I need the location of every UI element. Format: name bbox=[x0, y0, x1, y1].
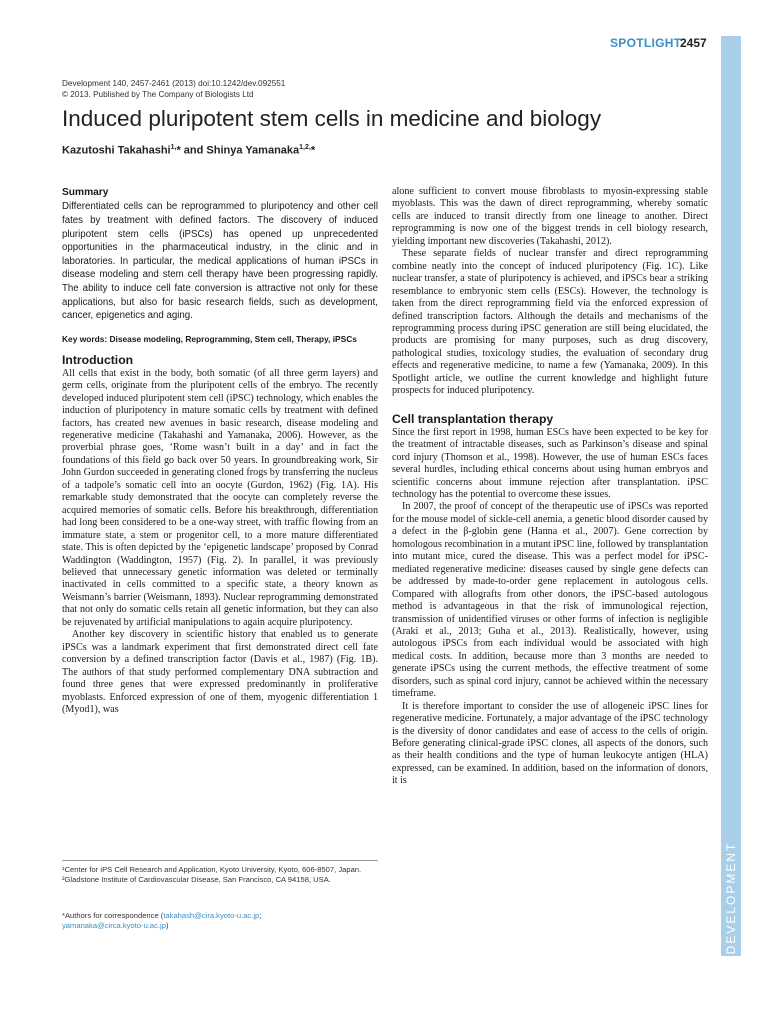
author-1-affiliation: 1, bbox=[170, 144, 177, 151]
page-number: 2457 bbox=[680, 36, 707, 50]
affiliation-footnote: ¹Center for iPS Cell Research and Application, Kyoto University, Kyoto, 606-8507, Japan. ²Gladstone Institute of Cardiovascular Disease, San Francisco, CA 94158, USA. bbox=[62, 865, 362, 885]
introduction-paragraph-4: These separate fields of nuclear transfer and direct reprogramming combine neatly into the concept of induced pluripotency (Fig. 1C). Like nuclear transfer, a state of pluripotency is achieved, and iPSCs bear a striking resemblance to embryonic stem cells (ESCs). However, the technology is taken from the direct reprogramming field via the enforced expression of defined transcription factors. Although the details and mechanisms of the reprogramming process during iPSC generation are still being elucidated, the products are promising for many purposes, such as drug discovery, pathological studies, toxicology studies, the evaluation of secondary drug effects and regenerative medicine, to name a few (Yamanaka, 2009). In this Spotlight article, we outline the current knowledge and highlight future prospects for induced pluripotency. bbox=[392, 248, 708, 397]
citation-block bbox=[62, 79, 422, 100]
cell-therapy-paragraph-2: In 2007, the proof of concept of the therapeutic use of iPSCs was reported for the mouse model of sickle-cell anemia, a genetic blood disorder caused by a defect in the β-globin gene (Hanna et al., 2007). Gene correction by homologous recombination in a mutant iPSC line, followed by transplantation into mutant mice, cured the disease. This was a perfect model for iPSC-mediated regenerative medicine: diseases caused by single gene defects can be addressed by made-to-order gene replacement in autologous cells. Compared with allografts from other donors, the iPSC-based autologous method is advantageous in that the risk of immunological rejection, transmission of unidentified viruses or other forms of infection is negligible (Araki et al., 2013; Guha et al., 2013). Realistically, however, using autologous iPSCs from each individual would be associated with high medical costs. In addition, because more than 3 months are needed to generate iPSCs using the current methods, the effective treatment of some disorders, such as spinal cord injury, cannot be achieved within the necessary timeframe. bbox=[392, 501, 708, 700]
email-link-takahashi[interactable]: takahash@cira.kyoto-u.ac.jp bbox=[163, 911, 260, 920]
correspondence-prefix: *Authors for correspondence ( bbox=[62, 911, 164, 920]
cell-therapy-paragraph-3: It is therefore important to consider the use of allogeneic iPSC lines for regenerative medicine. Fortunately, a major advantage of the iPSC technology is the diversity of donor candidates and ease of access to the cells of origin. Before generating clinical-grade iPSC clones, all aspects of the donors, such as their health conditions and the type of human leukocyte antigen (HLA) expressed, can be examined. In addition, based on the information of donors, it is bbox=[392, 700, 708, 787]
summary-heading: Summary bbox=[62, 187, 109, 198]
left-column bbox=[62, 186, 378, 716]
citation-copyright: © 2013. Published by The Company of Biologists Ltd bbox=[62, 89, 254, 99]
introduction-heading: Introduction bbox=[62, 352, 134, 367]
author-2: Shinya Yamanaka bbox=[206, 144, 300, 157]
cell-therapy-heading: Cell transplantation therapy bbox=[392, 411, 554, 426]
journal-side-band bbox=[721, 36, 741, 956]
author-1-mark: * bbox=[176, 144, 181, 157]
journal-side-label-text: DEVELOPMENT bbox=[724, 841, 738, 955]
email-separator: ; bbox=[259, 911, 262, 920]
author-2-mark: * bbox=[310, 144, 316, 157]
keywords: Key words: Disease modeling, Reprogramming, Stem cell, Therapy, iPSCs bbox=[62, 333, 357, 344]
citation-doi: Development 140, 2457-2461 (2013) doi:10.1242/dev.092551 bbox=[62, 79, 286, 88]
cell-therapy-paragraph-1: Since the first report in 1998, human ESCs have been expected to be key for the treatment of intractable diseases, such as Parkinson’s disease and spinal cord injury (Thomson et al., 1998). However, the use of human ESCs faces several hurdles, including ethical concerns about using human embryos and scientific concerns about immune rejection after transplantation. iPSC technology has the potential to overcome these issues. bbox=[392, 426, 708, 500]
author-list bbox=[62, 144, 562, 157]
author-1: Kazutoshi Takahashi bbox=[62, 144, 171, 157]
introduction-paragraph-2: Another key discovery in scientific history that enabled us to generate iPSCs was a landmark experiment that first demonstrated direct cell fate conversion by a defined transcription factor (Davis et al., 1987) (Fig. 1B). The authors of that study performed complementary DNA subtraction and found three genes that were expressed predominantly in proliferative myoblasts. Enforced expression of one of them, myogenic differentiation 1 (Myod1), was bbox=[62, 629, 378, 715]
section-label: SPOTLIGHT bbox=[610, 36, 682, 50]
email-link-yamanaka[interactable]: yamanaka@circa.kyoto-u.ac.jp bbox=[62, 921, 166, 931]
introduction-paragraph-1: All cells that exist in the body, both somatic (of all three germ layers) and germ cells, originate from the pluripotent cells of the embryo. The recently developed induced pluripotent stem cell (iPSC) technology, which enables the induction of pluripotency in mature somatic cells by treatment with defined factors, has created new avenues in basic research, disease modeling and regenerative medicine (Takahashi and Yamanaka, 2006). However, as the proverbial phrase goes, ‘Rome wasn’t built in a day’ and in fact the foundations of this field go back over 50 years. In groundbreaking work, Sir John Gurdon succeeded in generating cloned frogs by transferring the nucleus of a tadpole’s somatic cell into an oocyte (Gurdon, 1962) (Fig. 1A). His remarkable study demonstrated that the oocyte can completely reverse the acquired memories of somatic cells. Before his breakthrough, differentiation had long been considered to be a one-way street, with traffic flowing from an immature state, a stem or progenitor cell, to a more mature differentiated state. This is often depicted by the ‘epigenetic landscape’ proposed by Conrad Waddington (Waddington, 1957) (Fig. 2). In parallel, it was previously believed that unnecessary genetic information was deleted or terminally inactivated in cells committed to a specific state, a theory known as Weismann’s barrier (Weismann, 1893). Nuclear reprogramming demonstrated that not only do somatic cells retain all genetic information, but they can also be rejuvenated by artificial manipulations to again acquire pluripotency. bbox=[62, 367, 378, 628]
author-2-affiliation: 1,2, bbox=[299, 144, 311, 151]
introduction-paragraph-3: alone sufficient to convert mouse fibroblasts to myosin-expressing stable myoblasts. This was the dawn of direct reprogramming, whereby somatic cells are induced to transit directly from one lineage to another. Direct reprogramming is now one of the biggest trends in cell biology research, yielding important new discoveries (Takahashi, 2012). bbox=[392, 186, 708, 247]
right-column bbox=[392, 186, 708, 788]
correspondence-footnote bbox=[62, 911, 378, 932]
correspondence-suffix: ) bbox=[165, 921, 169, 931]
author-connector: and bbox=[180, 144, 207, 157]
journal-side-label bbox=[721, 838, 741, 958]
article-title: Induced pluripotent stem cells in medicine and biology bbox=[62, 106, 602, 131]
footnote-divider bbox=[62, 860, 378, 861]
summary-text: Differentiated cells can be reprogrammed to pluripotency and other cell fates by treatment with defined factors. The discovery of induced pluripotent stem cells (iPSCs) has opened up unprecedented opportunities in the pharmaceutical industry, in the clinic and in laboratories. In particular, the medical applications of human iPSCs in disease modeling and stem cell therapy have been progressing rapidly. The ability to induce cell fate conversion is attractive not only for these applications, but also for basic research fields, such as development, cancer, epigenetics and aging. bbox=[62, 201, 378, 322]
